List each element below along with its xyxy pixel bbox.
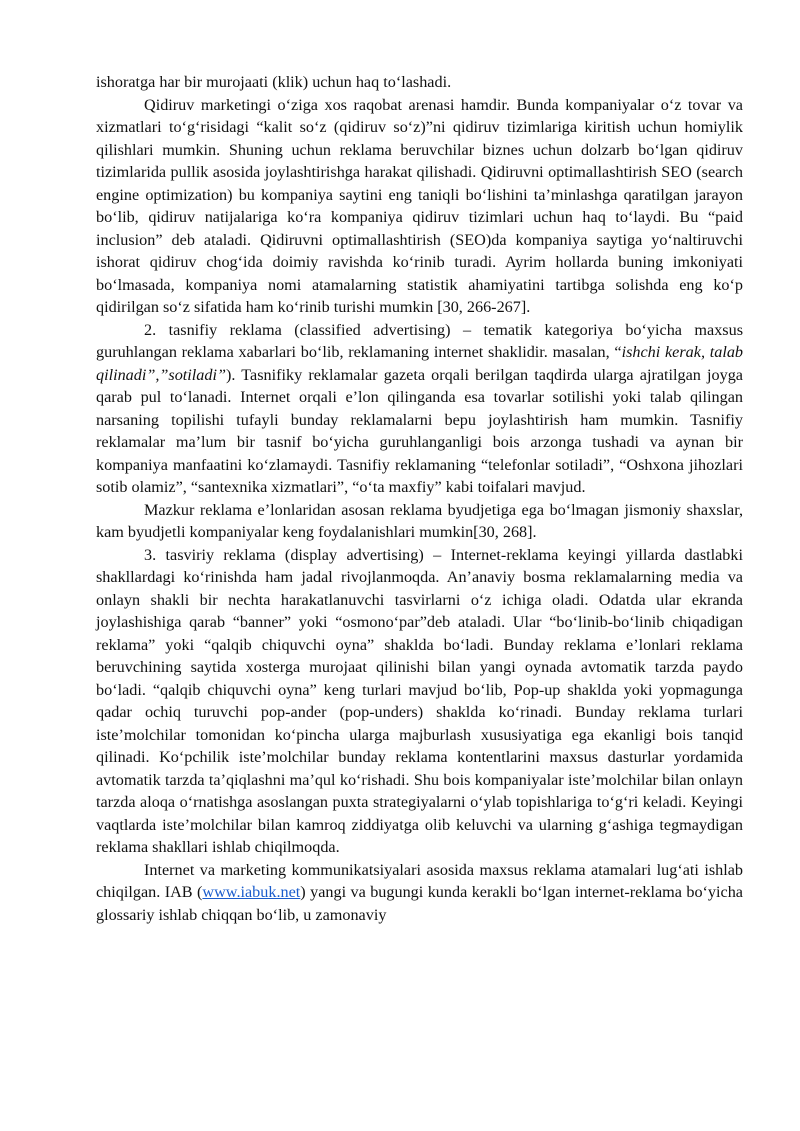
- paragraph-display-advertising: 3. tasviriy reklama (display advertising) – Internet-reklama keyingi yillarda dastlabki shakllardagi koʻrinishda ham jadal rivojlanmoqda. Anʼanaviy bosma reklamalarning media va onlayn shakli bir nechta harakatlanuvchi tasvirlarni oʻz ichiga oladi. Odatda ular ekranda joylashishiga qarab “banner” yoki “osmonoʻpar”deb ataladi. Ular “boʻlinib-boʻlinib chiqadigan reklama” yoki “qalqib chiquvchi oyna” shaklda boʻladi. Bunday reklama eʼlonlari reklama beruvchining saytida xosterga murojaat qilinishi bilan yangi oynada avtomatik tarzda paydo boʻladi. “qalqib chiquvchi oyna” keng turlari mavjud boʻlib, Pop-up shaklda yoki yopmagunga qadar ochiq turuvchi pop-ander (pop-unders) shaklda koʻrinadi. Bunday reklama turlari isteʼmolchilar tomonidan koʻpincha ularga majburlash xususiyatiga ega ekanligi bois tanqid qilinadi. Koʻpchilik isteʼmolchilar bunday reklama kontentlarini maxsus dasturlar yordamida avtomatik tarzda taʼqiqlashni maʼqul koʻrishadi. Shu bois kompaniyalar isteʼmolchilar bilan onlayn tarzda aloqa oʻrnatishga asoslangan puxta strategiyalarni oʻylab topishlariga toʻgʻri keladi. Keyingi vaqtlarda isteʼmolchilar bilan kamroq ziddiyatga olib keluvchi va ularning gʻashiga tegmaydigan reklama shakllari ishlab chiqilmoqda.: [96, 545, 743, 856]
- paragraph-classified-advertising: [96, 319, 743, 499]
- glossary-text-start: Internet va marketing kommunikatsiyalari asosida maxsus reklama atamalari lugʻati ishlab chiqilgan. IAB (: [96, 860, 743, 901]
- classified-text-end: ). Tasnifiky reklamalar gazeta orqali berilgan taqdirda ularga ajratilgan joyga qarab pul toʻlanadi. Internet orqali eʼlon qilinganda esa tovarlar sotilishi yoki talab qilingan narsaning topilishi tufayli bunday reklamalarni bepu joylashtirish ham mumkin. Tasnifiy reklamalar maʼlum bir tasnif boʻyicha guruhlanganligi bois arzonga tushadi va aynan bir kompaniya manfaatini koʻzlamaydi. Tasnifiy reklamaning “telefonlar sotiladi”, “Oshxona jihozlari sotib olamiz”, “santexnika xizmatlari”, “oʻta maxfiy” kabi toifalari mavjud.: [96, 365, 743, 496]
- paragraph-classified-users: Mazkur reklama eʼlonlaridan asosan reklama byudjetiga ega boʻlmagan jismoniy shaxslar, kam byudjetli kompaniyalar keng foydalanishlari mumkin[30, 268].: [96, 500, 743, 541]
- paragraph-search-marketing: Qidiruv marketingi oʻziga xos raqobat arenasi hamdir. Bunda kompaniyalar oʻz tovar va xizmatlari toʻgʻrisidagi “kalit soʻz (qidiruv soʻz)”ni qidiruv tizimlariga kiritish uchun homiylik qilishlari mumkin. Shuning uchun reklama beruvchilar biznes uchun dolzarb boʻlgan qidiruv tizimlarida pullik asosida joylashtirishga harakat qilishadi. Qidiruvni optimallashtirish SEO (search engine optimization) bu kompaniya saytini eng taniqli boʻlishini taʼminlashga qaratilgan jarayon boʻlib, qidiruv natijalariga koʻra kompaniya qidiruv tizimlari uchun haq toʻlaydi. Bu “paid inclusion” deb ataladi. Qidiruvni optimallashtirish (SEO)da kompaniya saytiga yoʻnaltiruvchi ishorat qidiruv chogʻida doimiy ravishda koʻrinib turadi. Ayrim hollarda buning imkoniyati boʻlmasada, kompaniya nomi atamalarning statistik ahamiyatini tartibga solishda eng koʻp qidirilgan soʻz sifatida ham koʻrinib turishi mumkin [30, 266-267].: [96, 95, 743, 316]
- glossary-text-end: ) yangi va bugungi kunda kerakli boʻlgan internet-reklama boʻyicha glossariy ishlab chiqqan boʻlib, u zamonaviy: [96, 883, 743, 924]
- paragraph-glossary: [96, 859, 743, 927]
- body-text: [96, 71, 743, 926]
- classified-examples: ishchi kerak, talab qilinadi”,”sotiladi”: [96, 343, 744, 384]
- paragraph-continuation: ishoratga har bir murojaati (klik) uchun haq toʻlashadi.: [96, 73, 452, 91]
- iab-link[interactable]: www.iabuk.net: [202, 883, 301, 901]
- classified-text-start: 2. tasnifiy reklama (classified advertising) – tematik kategoriya boʻyicha maxsus guruhlangan reklama xabarlari boʻlib, reklamaning internet shaklidir. masalan, “: [96, 320, 743, 361]
